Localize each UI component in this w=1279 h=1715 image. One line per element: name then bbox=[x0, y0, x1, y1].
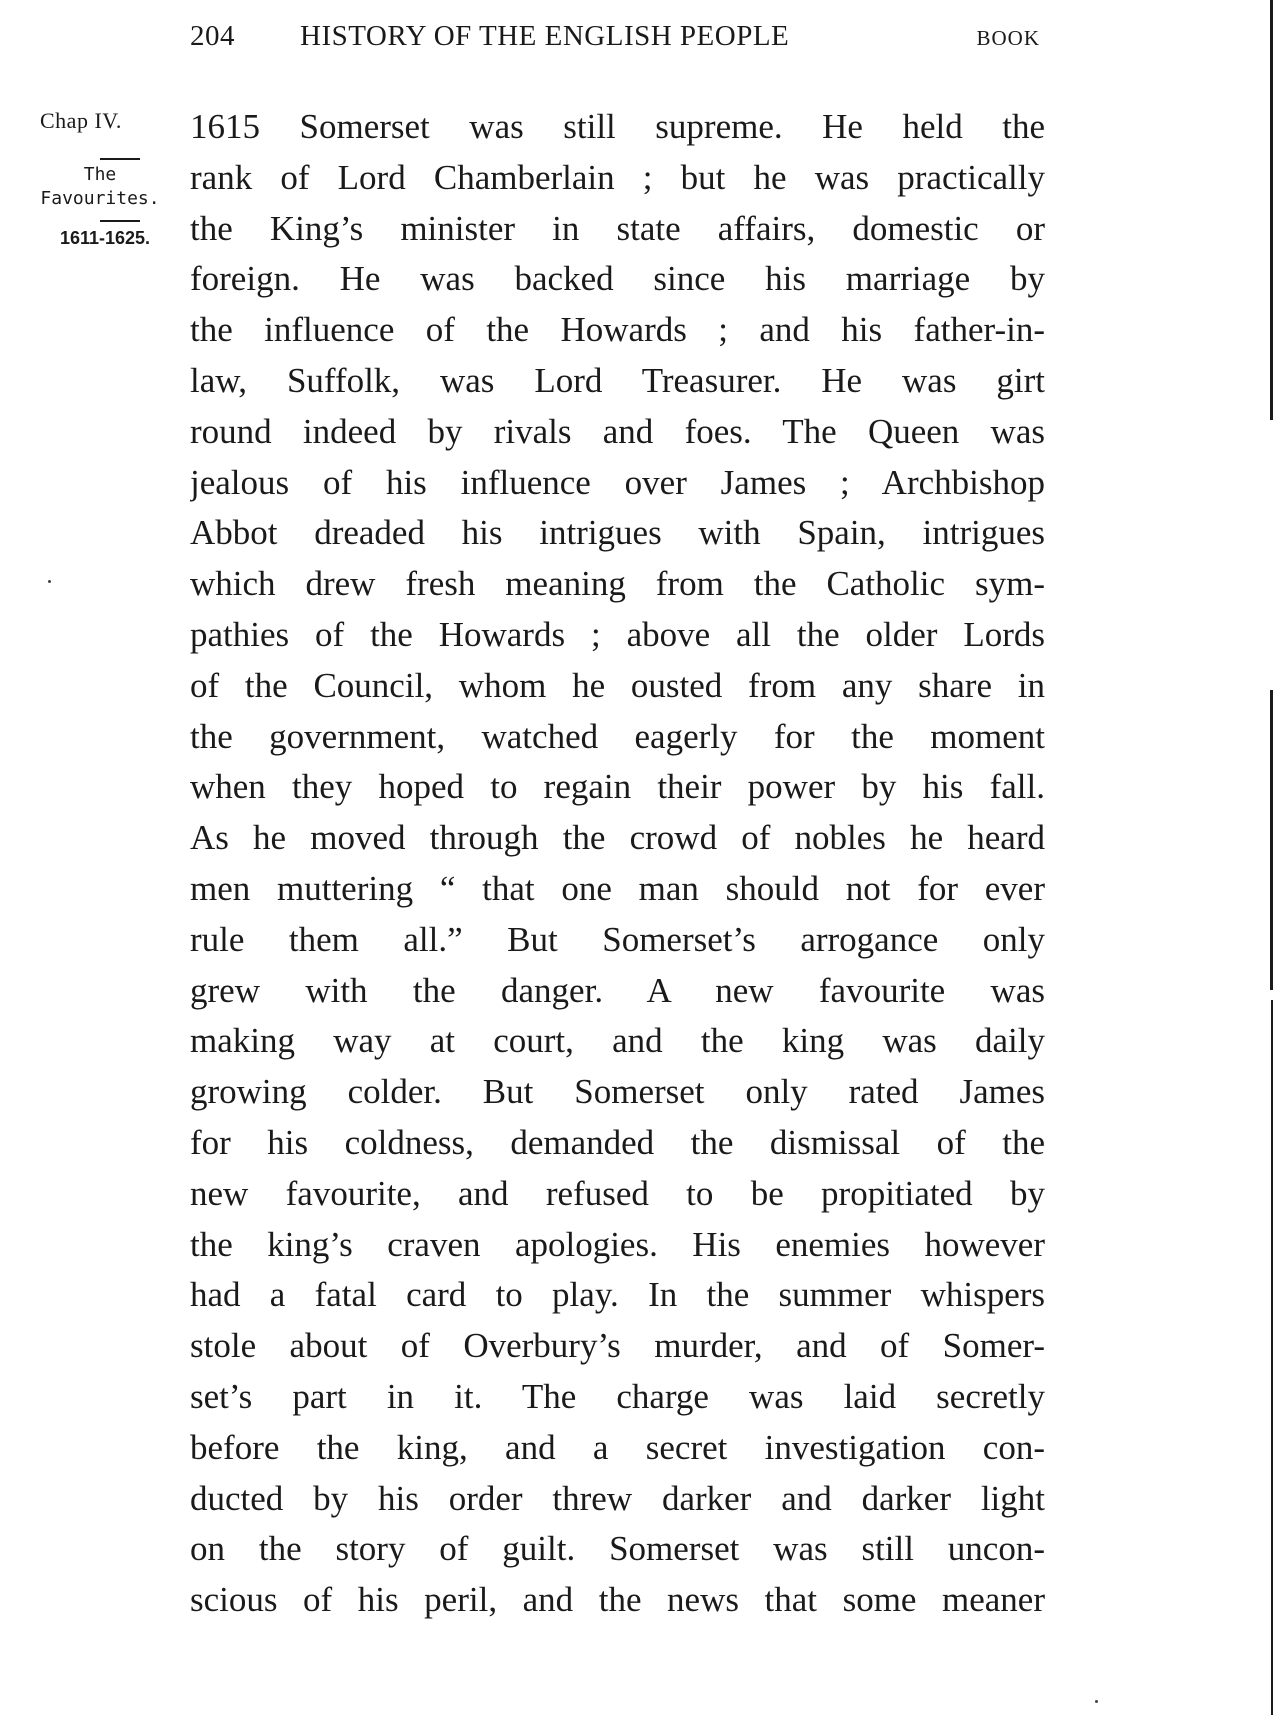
sidenote-topic-line1: The bbox=[83, 164, 117, 185]
text-line: growing colder. But Somerset only rated James bbox=[190, 1072, 1045, 1112]
running-header bbox=[190, 20, 1040, 60]
text-line: on the story of guilt. Somerset was still uncon- bbox=[190, 1529, 1045, 1569]
text-line: stole about of Overbury’s murder, and of Somer- bbox=[190, 1326, 1045, 1366]
text-line: had a fatal card to play. In the summer whispers bbox=[190, 1275, 1045, 1315]
text-line: before the king, and a secret investigation con- bbox=[190, 1427, 1045, 1467]
text-line: for his coldness, demanded the dismissal of the bbox=[190, 1122, 1045, 1162]
text-line: the influence of the Howards ; and his father-in- bbox=[190, 310, 1045, 350]
text-line: of the Council, whom he ousted from any share in bbox=[190, 665, 1045, 705]
scan-edge-artifact bbox=[1270, 0, 1273, 420]
scan-edge-artifact bbox=[1271, 1000, 1273, 1715]
scan-edge-artifact bbox=[1270, 690, 1273, 990]
running-title: HISTORY OF THE ENGLISH PEOPLE bbox=[300, 20, 790, 52]
margin-rule-top bbox=[100, 158, 140, 160]
text-line: rule them all.” But Somerset’s arrogance only bbox=[190, 919, 1045, 959]
text-line: law, Suffolk, was Lord Treasurer. He was girt bbox=[190, 360, 1045, 400]
text-line: Abbot dreaded his intrigues with Spain, intrigues bbox=[190, 513, 1045, 553]
chapter-label: Chap IV. bbox=[40, 108, 122, 133]
text-line: rank of Lord Chamberlain ; but he was practically bbox=[190, 157, 1045, 197]
text-line: foreign. He was backed since his marriage by bbox=[190, 259, 1045, 299]
text-line: ducted by his order threw darker and darker light bbox=[190, 1478, 1045, 1518]
scan-speck bbox=[1095, 1700, 1098, 1703]
text-line: jealous of his influence over James ; Archbishop bbox=[190, 462, 1045, 502]
text-line: scious of his peril, and the news that some meaner bbox=[190, 1580, 1045, 1620]
text-line: making way at court, and the king was daily bbox=[190, 1021, 1045, 1061]
text-line: grew with the danger. A new favourite was bbox=[190, 970, 1045, 1010]
text-line: As he moved through the crowd of nobles he heard bbox=[190, 818, 1045, 858]
text-line: round indeed by rivals and foes. The Queen was bbox=[190, 411, 1045, 451]
text-line: the king’s craven apologies. His enemies however bbox=[190, 1224, 1045, 1264]
text-line: pathies of the Howards ; above all the older Lords bbox=[190, 614, 1045, 654]
page-number: 204 bbox=[190, 20, 235, 52]
body-paragraph bbox=[190, 102, 1045, 1626]
book-label: BOOK bbox=[976, 26, 1040, 50]
text-line: when they hoped to regain their power by his fall. bbox=[190, 767, 1045, 807]
text-line: the government, watched eagerly for the moment bbox=[190, 716, 1045, 756]
margin-rule-bottom bbox=[100, 220, 140, 222]
sidenote-topic-line2: Favourites. bbox=[40, 188, 160, 209]
text-line: which drew fresh meaning from the Catholic sym- bbox=[190, 564, 1045, 604]
scan-speck bbox=[48, 580, 51, 583]
text-line: set’s part in it. The charge was laid secretly bbox=[190, 1376, 1045, 1416]
text-line: men muttering “ that one man should not for ever bbox=[190, 868, 1045, 908]
text-line: new favourite, and refused to be propitiated by bbox=[190, 1173, 1045, 1213]
text-line: the King’s minister in state affairs, domestic or bbox=[190, 208, 1045, 248]
sidenote-date-range: 1611-1625. bbox=[59, 228, 151, 248]
text-line: 1615 Somerset was still supreme. He held the bbox=[190, 107, 1045, 146]
